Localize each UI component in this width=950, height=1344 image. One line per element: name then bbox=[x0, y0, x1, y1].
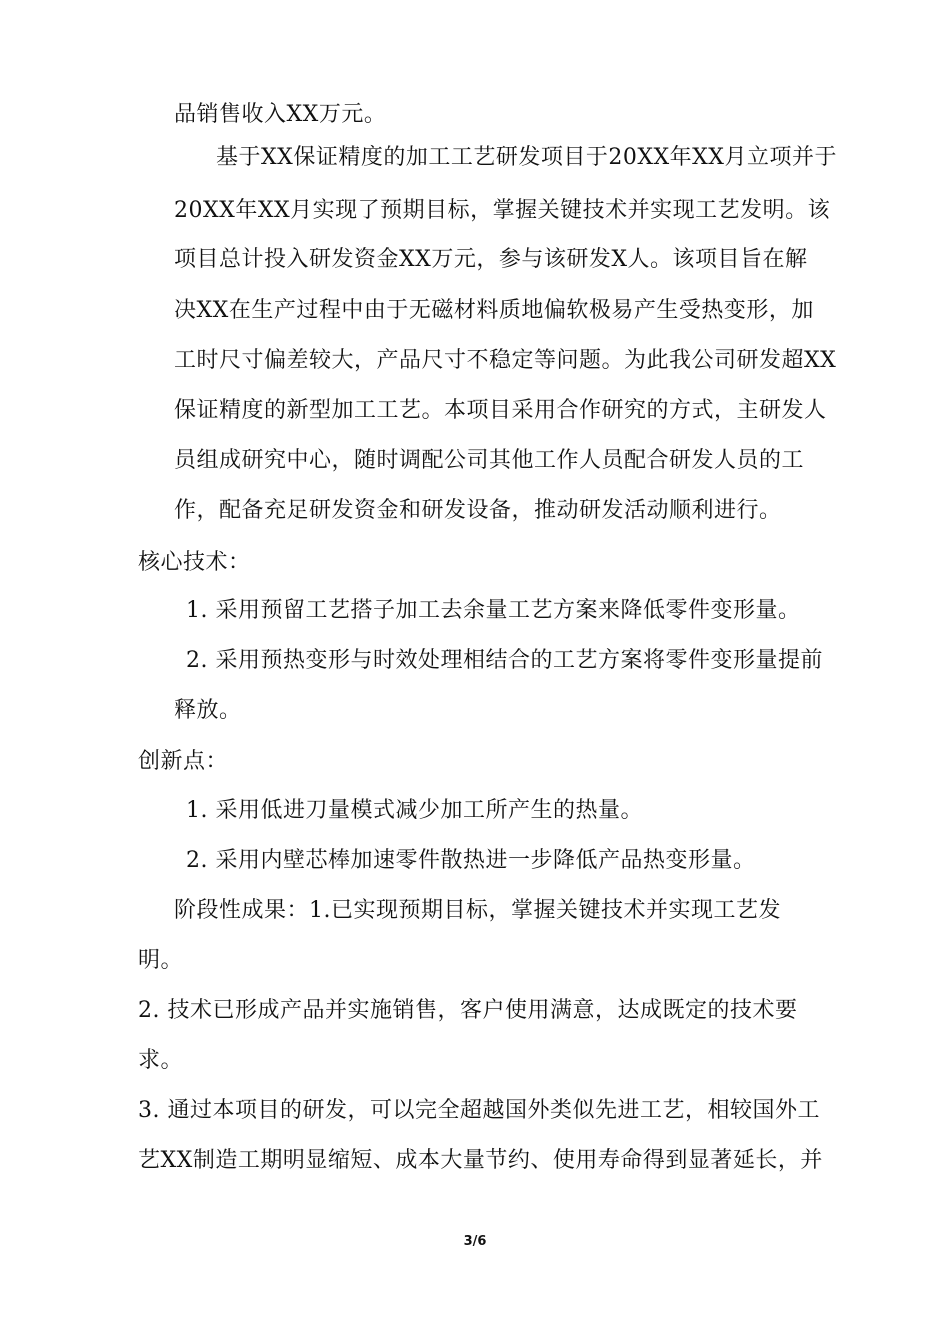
paragraph-line: 工时尺寸偏差较大，产品尺寸不稳定等问题。为此我公司研发超XX bbox=[174, 348, 837, 373]
list-item-continuation: 释放。 bbox=[174, 698, 242, 723]
list-item: 2. 采用预热变形与时效处理相结合的工艺方案将零件变形量提前 bbox=[186, 648, 823, 673]
paragraph-line: 员组成研究中心，随时调配公司其他工作人员配合研发人员的工 bbox=[174, 448, 805, 473]
list-item: 1. 采用预留工艺搭子加工去余量工艺方案来降低零件变形量。 bbox=[186, 598, 801, 623]
page-number: 3/6 bbox=[463, 1234, 487, 1249]
paragraph-line: 基于XX保证精度的加工工艺研发项目于20XX年XX月立项并于 bbox=[216, 145, 837, 170]
list-item: 2. 采用内壁芯棒加速零件散热进一步降低产品热变形量。 bbox=[186, 848, 756, 873]
result-item: 2. 技术已形成产品并实施销售，客户使用满意，达成既定的技术要 bbox=[138, 998, 798, 1023]
section-heading-core-tech: 核心技术： bbox=[138, 550, 251, 575]
paragraph-line: 保证精度的新型加工工艺。本项目采用合作研究的方式，主研发人 bbox=[174, 398, 827, 423]
paragraph-line: 明。 bbox=[138, 948, 184, 973]
paragraph-line: 项目总计投入研发资金XX万元，参与该研发X人。该项目旨在解 bbox=[174, 247, 808, 272]
paragraph-line: 20XX年XX月实现了预期目标，掌握关键技术并实现工艺发明。该 bbox=[174, 198, 831, 223]
result-item: 3. 通过本项目的研发，可以完全超越国外类似先进工艺，相较国外工 bbox=[138, 1098, 820, 1123]
paragraph-line: 艺XX制造工期明显缩短、成本大量节约、使用寿命得到显著延长，并 bbox=[138, 1148, 823, 1173]
section-heading-results: 阶段性成果：1.已实现预期目标，掌握关键技术并实现工艺发 bbox=[174, 898, 781, 923]
list-item: 1. 采用低进刀量模式减少加工所产生的热量。 bbox=[186, 798, 643, 823]
paragraph-line: 品销售收入XX万元。 bbox=[174, 102, 387, 127]
paragraph-line: 求。 bbox=[138, 1048, 184, 1073]
paragraph-line: 决XX在生产过程中由于无磁材料质地偏软极易产生受热变形，加 bbox=[174, 298, 814, 323]
paragraph-line: 作，配备充足研发资金和研发设备，推动研发活动顺利进行。 bbox=[174, 498, 782, 523]
section-heading-innovation: 创新点： bbox=[138, 749, 229, 774]
